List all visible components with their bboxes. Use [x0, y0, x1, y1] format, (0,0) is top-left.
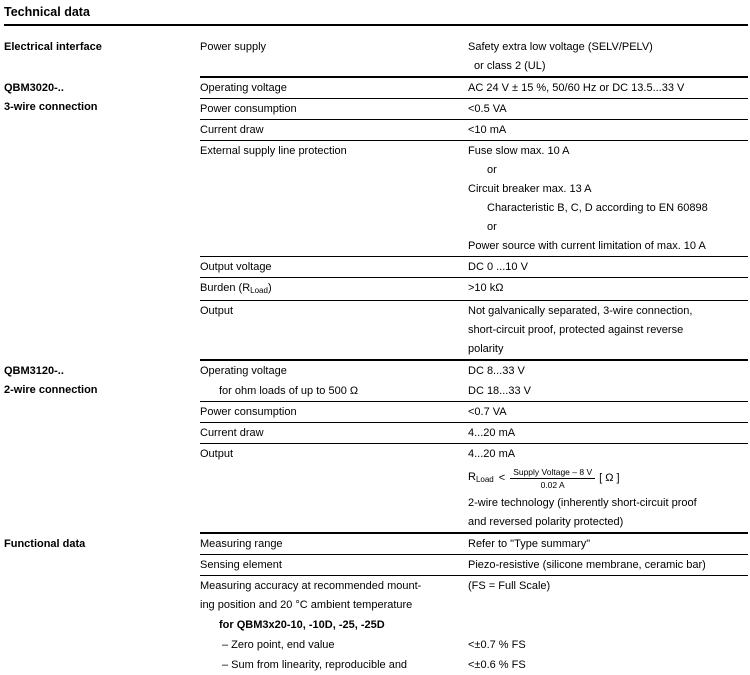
- value-line: <±0.6 % FS: [468, 659, 526, 671]
- value-cell: [468, 78, 748, 98]
- param-cell: [200, 78, 468, 98]
- param-line: Power consumption: [200, 103, 297, 115]
- table-row: [200, 423, 748, 444]
- value-line: 2-wire technology (inherently short-circuit proof: [468, 497, 697, 509]
- value-line: Piezo-resistive (silicone membrane, ceramic bar): [468, 559, 706, 571]
- value-cell: [468, 555, 748, 575]
- param-cell: [200, 615, 468, 635]
- param-line: – Zero point, end value: [222, 639, 335, 651]
- value-line: <10 mA: [468, 124, 507, 136]
- param-line: Operating voltage: [200, 365, 287, 377]
- value-cell: [468, 301, 748, 359]
- value-line: Safety extra low voltage (SELV/PELV): [468, 41, 653, 53]
- param-line: Measuring accuracy at recommended mount-: [200, 580, 422, 592]
- section-label-column: [4, 361, 200, 534]
- value-line: Fuse slow max. 10 A: [468, 145, 570, 157]
- value-line: Characteristic B, C, D according to EN 60898: [487, 202, 708, 214]
- value-cell: [468, 423, 748, 443]
- table-row: [200, 576, 748, 615]
- value-line: AC 24 V ± 15 %, 50/60 Hz or DC 13.5...33 V: [468, 82, 685, 94]
- value-cell: [468, 655, 748, 675]
- value-cell: [468, 278, 748, 300]
- section-rows: [200, 534, 748, 675]
- param-cell: [200, 99, 468, 119]
- value-line: Not galvanically separated, 3-wire connection,: [468, 305, 693, 317]
- value-line: DC 8...33 V: [468, 365, 525, 377]
- param-cell: [200, 257, 468, 277]
- param-cell: [200, 555, 468, 575]
- table-row: [200, 444, 748, 534]
- table-row: [200, 257, 748, 278]
- table-section: [4, 534, 748, 675]
- table-row: [200, 555, 748, 576]
- param-cell: [200, 423, 468, 443]
- value-line: >10 kΩ: [468, 282, 504, 294]
- param-line: External supply line protection: [200, 145, 347, 157]
- subscript-text: Load: [250, 286, 268, 295]
- value-cell: [468, 615, 748, 635]
- formula-base: R: [468, 471, 476, 483]
- page-title: Technical data: [4, 5, 90, 19]
- param-line: Power consumption: [200, 406, 297, 418]
- section-label: QBM3020-..: [4, 82, 64, 94]
- title-rule: [4, 24, 748, 26]
- value-cell: [468, 361, 748, 381]
- param-cell: [200, 361, 468, 381]
- param-cell: [200, 141, 468, 256]
- param-cell: [200, 37, 468, 76]
- fraction: [510, 467, 595, 490]
- section-rows: [200, 37, 748, 78]
- value-cell: [468, 402, 748, 422]
- formula-variable: [468, 468, 494, 489]
- formula-relation: <: [498, 472, 506, 484]
- param-cell: [200, 576, 468, 615]
- param-line: for QBM3x20-10, -10D, -25, -25D: [219, 619, 385, 631]
- param-line: Current draw: [200, 124, 264, 136]
- param-cell: [200, 381, 468, 401]
- value-cell: [468, 120, 748, 140]
- value-cell: [468, 99, 748, 119]
- table-row: [200, 361, 748, 381]
- table-row: [200, 301, 748, 361]
- param-cell: [200, 402, 468, 422]
- table-row: [200, 402, 748, 423]
- table-row: [200, 655, 748, 675]
- param-cell: [200, 635, 468, 655]
- param-line: Output voltage: [200, 261, 272, 273]
- param-line: Current draw: [200, 427, 264, 439]
- value-cell: [468, 444, 748, 532]
- param-cell: [200, 534, 468, 554]
- param-line: – Sum from linearity, reproducible and: [222, 659, 408, 671]
- value-line: polarity: [468, 343, 504, 355]
- param-cell: [200, 444, 468, 532]
- param-line: Operating voltage: [200, 82, 287, 94]
- table-row: [200, 635, 748, 655]
- value-line: <±0.7 % FS: [468, 639, 526, 651]
- table-row: [200, 534, 748, 555]
- param-line: for ohm loads of up to 500 Ω: [219, 385, 359, 397]
- value-line: Refer to "Type summary": [468, 538, 591, 550]
- param-line: ing position and 20 °C ambient temperature: [200, 599, 413, 611]
- text-segment: Burden (R: [200, 282, 251, 294]
- section-label-column: [4, 78, 200, 361]
- value-cell: [468, 381, 748, 401]
- value-cell: [468, 576, 748, 615]
- value-line: or: [487, 221, 497, 233]
- value-line: DC 0 ...10 V: [468, 261, 528, 273]
- fraction-denominator: 0.02 A: [540, 480, 565, 490]
- param-line: Output: [200, 305, 234, 317]
- table-row: [200, 99, 748, 120]
- table-section: [4, 361, 748, 534]
- section-label: 2-wire connection: [4, 384, 98, 396]
- value-line: or class 2 (UL): [474, 60, 546, 72]
- value-line: or: [487, 164, 497, 176]
- param-cell: [200, 301, 468, 359]
- table-row: [200, 78, 748, 99]
- param-line: [200, 279, 458, 300]
- section-label: 3-wire connection: [4, 101, 98, 113]
- table-row: [200, 615, 748, 635]
- table-row: [200, 141, 748, 257]
- value-line: DC 18...33 V: [468, 385, 531, 397]
- formula-subscript: Load: [475, 475, 494, 484]
- section-label-column: [4, 37, 200, 78]
- formula-unit: [ Ω ]: [599, 472, 620, 484]
- section-rows: [200, 78, 748, 361]
- text-segment: ): [267, 282, 272, 294]
- param-cell: [200, 120, 468, 140]
- param-line: Sensing element: [200, 559, 282, 571]
- value-cell: [468, 141, 748, 256]
- value-cell: [468, 534, 748, 554]
- value-cell: [468, 37, 748, 76]
- section-rows: [200, 361, 748, 534]
- fraction-numerator: Supply Voltage – 8 V: [510, 467, 595, 479]
- value-line: (FS = Full Scale): [468, 580, 551, 592]
- value-cell: [468, 635, 748, 655]
- value-line: 4...20 mA: [468, 427, 516, 439]
- value-line: short-circuit proof, protected against reverse: [468, 324, 684, 336]
- param-line: Output: [200, 448, 234, 460]
- table-section: [4, 78, 748, 361]
- param-line: Power supply: [200, 41, 267, 53]
- value-line: and reversed polarity protected): [468, 516, 624, 528]
- param-line: Measuring range: [200, 538, 283, 550]
- technical-data-table: [4, 37, 748, 675]
- section-label: Functional data: [4, 538, 86, 550]
- param-cell: [200, 278, 468, 300]
- value-line: 4...20 mA: [468, 448, 516, 460]
- table-row: [200, 278, 748, 301]
- section-label: QBM3120-..: [4, 365, 64, 377]
- value-line: Circuit breaker max. 13 A: [468, 183, 592, 195]
- table-row: [200, 120, 748, 141]
- value-line: [468, 464, 748, 494]
- table-row: [200, 381, 748, 402]
- section-label-column: [4, 534, 200, 675]
- value-cell: [468, 257, 748, 277]
- param-cell: [200, 655, 468, 675]
- value-line: Power source with current limitation of max. 10 A: [468, 240, 706, 252]
- value-line: <0.5 VA: [468, 103, 507, 115]
- value-line: <0.7 VA: [468, 406, 507, 418]
- section-label: Electrical interface: [4, 41, 102, 53]
- table-row: [200, 37, 748, 78]
- table-section: [4, 37, 748, 78]
